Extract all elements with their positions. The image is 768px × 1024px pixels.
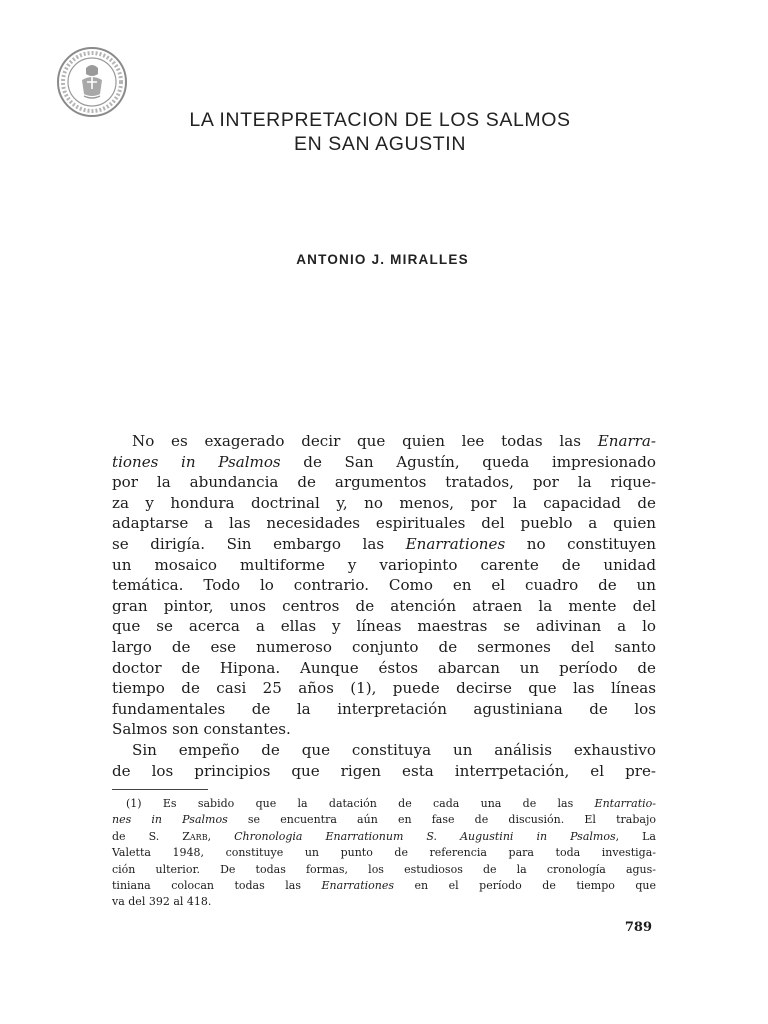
- paper-title-line: LA INTERPRETACION DE LOS SALMOS: [189, 109, 571, 131]
- italic-title: Chronologia Enarrationum S. Augustini in Psalmos: [234, 829, 616, 843]
- paragraph: [112, 431, 656, 740]
- footnote-separator: [112, 789, 208, 790]
- text-line: tiones in Psalmos de San Agustín, queda impresionado: [112, 452, 656, 471]
- body-text: [112, 431, 656, 781]
- footnote-line: tiniana colocan todas las Enarrationes en el período de tiempo que: [112, 878, 657, 892]
- italic-title: tiones in Psalmos: [112, 452, 281, 471]
- italic-title: Enarrationes: [321, 878, 395, 892]
- text-line: se dirigía. Sin embargo las Enarrationes no constituyen: [112, 534, 656, 553]
- text-line: No es exagerado decir que quien lee todas las Enarra-: [132, 432, 656, 450]
- italic-title: Enarra-: [597, 432, 656, 450]
- paragraph: [112, 740, 656, 781]
- text-line: largo de ese numeroso conjunto de sermones del santo: [112, 637, 656, 656]
- text-line: temática. Todo lo contrario. Como en el cuadro de un: [112, 576, 656, 595]
- text-line: que se acerca a ellas y líneas maestras se adivinan a lo: [112, 617, 656, 636]
- text-line: un mosaico multiforme y variopinto carente de unidad: [112, 555, 656, 574]
- author-citation: Zarb: [182, 829, 208, 843]
- author-name: ANTONIO J. MIRALLES: [296, 252, 469, 267]
- footnote-line: Valetta 1948, constituye un punto de referencia para toda investiga-: [112, 846, 656, 860]
- footnote: [112, 796, 656, 911]
- text-line: fundamentales de la interpretación agustiniana de los: [112, 699, 656, 718]
- paper-title-line: EN SAN AGUSTIN: [293, 133, 467, 155]
- paper-title: [110, 108, 650, 156]
- text-line: Salmos son constantes.: [112, 720, 291, 739]
- text-line: tiempo de casi 25 años (1), puede decirse que las líneas: [112, 679, 656, 698]
- text-line: gran pintor, unos centros de atención atraen la mente del: [112, 596, 656, 615]
- italic-title: nes in Psalmos: [112, 813, 228, 827]
- page-number: 789: [624, 920, 652, 935]
- text-line: adaptarse a las necesidades espirituales del pueblo a quien: [112, 514, 656, 533]
- footnote-line: (1) Es sabido que la datación de cada una de las Entarratio-: [126, 797, 656, 810]
- text-line: Sin empeño de que constituya un análisis exhaustivo: [132, 740, 656, 759]
- footnote-line: ción ulterior. De todas formas, los estudiosos de la cronología agus-: [112, 862, 656, 876]
- text-line: doctor de Hipona. Aunque éstos abarcan un período de: [112, 658, 656, 677]
- footnote-line: nes in Psalmos se encuentra aún en fase de discusión. El trabajo: [112, 813, 656, 827]
- text-line: de los principios que rigen esta interrpetación, el pre-: [112, 761, 656, 780]
- footnote-line: de S. Zarb, Chronologia Enarrationum S. Augustini in Psalmos, La: [112, 829, 656, 843]
- italic-title: Entarratio-: [594, 797, 656, 810]
- text-line: za y hondura doctrinal y, no menos, por la capacidad de: [112, 493, 656, 512]
- footnote-line: va del 392 al 418.: [112, 895, 212, 909]
- italic-title: Enarrationes: [405, 534, 506, 553]
- text-line: por la abundancia de argumentos tratados, por la rique-: [112, 473, 656, 492]
